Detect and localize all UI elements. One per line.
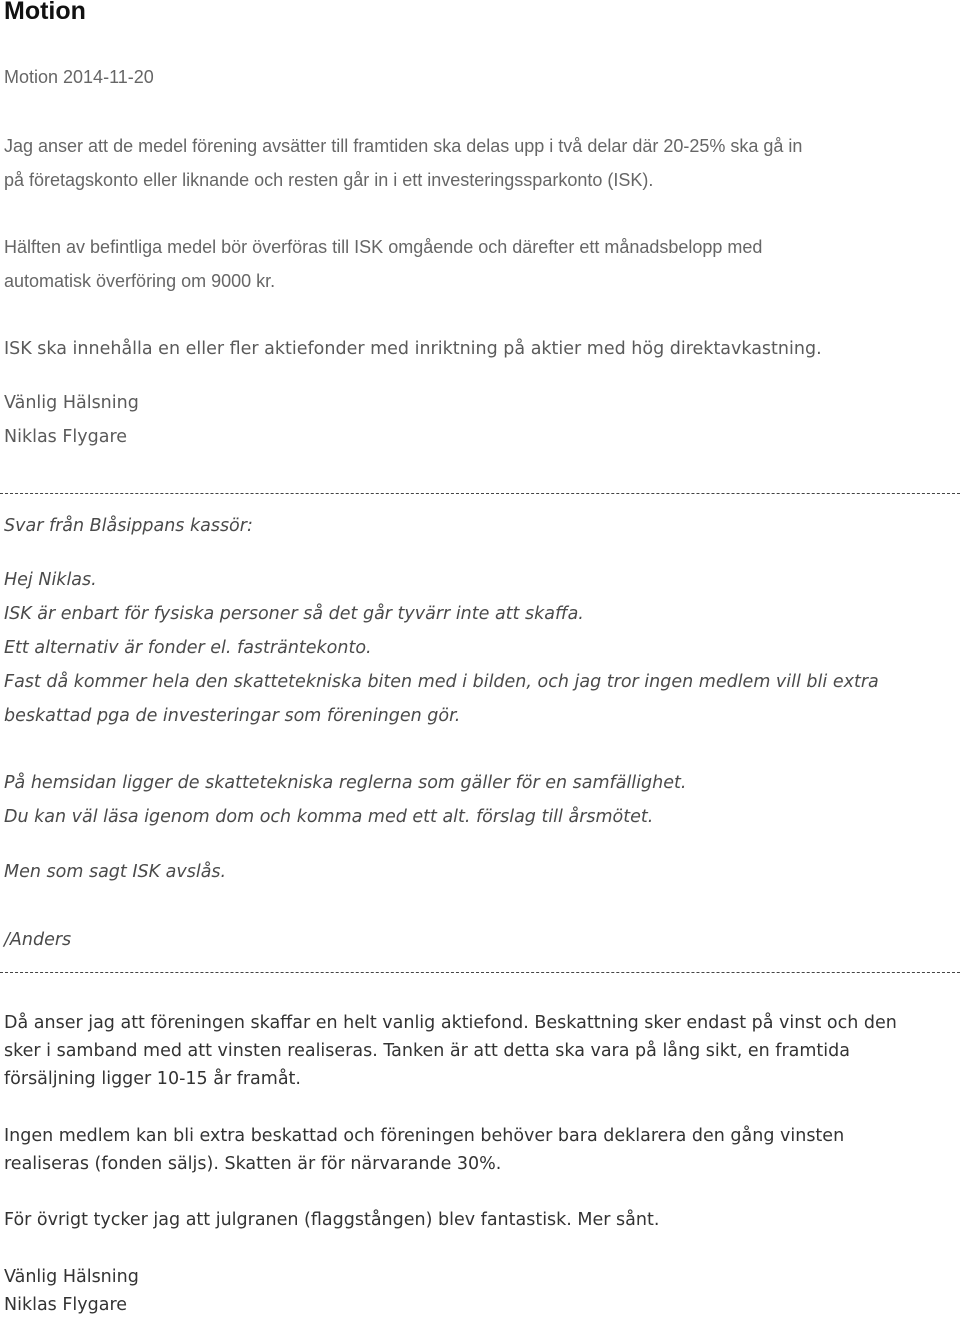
response-paragraph-1-line-3: försäljning ligger 10-15 år framåt. bbox=[4, 1069, 301, 1089]
reply-signature: /Anders bbox=[4, 930, 72, 950]
motion-paragraph-3: ISK ska innehålla en eller fler aktiefonder med inriktning på aktier med hög direktavkastning. bbox=[4, 339, 822, 359]
reply-heading: Svar från Blåsippans kassör: bbox=[4, 516, 253, 536]
response-paragraph-3: För övrigt tycker jag att julgranen (flaggstången) blev fantastisk. Mer sånt. bbox=[4, 1210, 660, 1230]
response-paragraph-1-line-1: Då anser jag att föreningen skaffar en helt vanlig aktiefond. Beskattning sker endast på vinst och den bbox=[4, 1013, 897, 1033]
response-signature: Niklas Flygare bbox=[4, 1295, 128, 1315]
motion-paragraph-2-line-2: automatisk överföring om 9000 kr. bbox=[4, 271, 276, 291]
reply-line-4: Fast då kommer hela den skattetekniska biten med i bilden, och jag tror ingen medlem vill bli extra bbox=[4, 672, 879, 692]
reply-verdict: Men som sagt ISK avslås. bbox=[4, 862, 227, 882]
motion-signature: Niklas Flygare bbox=[4, 427, 128, 447]
motion-paragraph-1-line-1: Jag anser att de medel förening avsätter till framtiden ska delas upp i två delar där 20-25% ska gå in bbox=[4, 136, 803, 156]
motion-paragraph-1-line-2: på företagskonto eller liknande och resten går in i ett investeringssparkonto (ISK). bbox=[4, 170, 654, 190]
page-title: Motion bbox=[4, 0, 86, 25]
reply-line-2: ISK är enbart för fysiska personer så det går tyvärr inte att skaffa. bbox=[4, 604, 584, 624]
response-paragraph-2-line-2: realiseras (fonden säljs). Skatten är för närvarande 30%. bbox=[4, 1154, 502, 1174]
motion-greeting: Vänlig Hälsning bbox=[4, 393, 139, 413]
response-greeting: Vänlig Hälsning bbox=[4, 1267, 139, 1287]
reply-line-7: Du kan väl läsa igenom dom och komma med ett alt. förslag till årsmötet. bbox=[4, 807, 654, 827]
motion-date: Motion 2014-11-20 bbox=[4, 67, 154, 87]
section-divider bbox=[0, 493, 960, 494]
reply-line-3: Ett alternativ är fonder el. fasträntekonto. bbox=[4, 638, 372, 658]
reply-line-5: beskattad pga de investeringar som föreningen gör. bbox=[4, 706, 461, 726]
response-paragraph-1-line-2: sker i samband med att vinsten realiseras. Tanken är att detta ska vara på lång sikt, en framtida bbox=[4, 1041, 850, 1061]
reply-line-1: Hej Niklas. bbox=[4, 570, 97, 590]
section-divider bbox=[0, 972, 960, 973]
reply-line-6: På hemsidan ligger de skattetekniska reglerna som gäller för en samfällighet. bbox=[4, 773, 687, 793]
response-paragraph-2-line-1: Ingen medlem kan bli extra beskattad och föreningen behöver bara deklarera den gång vinsten bbox=[4, 1126, 845, 1146]
motion-paragraph-2-line-1: Hälften av befintliga medel bör överföras till ISK omgående och därefter ett månadsbelopp med bbox=[4, 237, 763, 257]
